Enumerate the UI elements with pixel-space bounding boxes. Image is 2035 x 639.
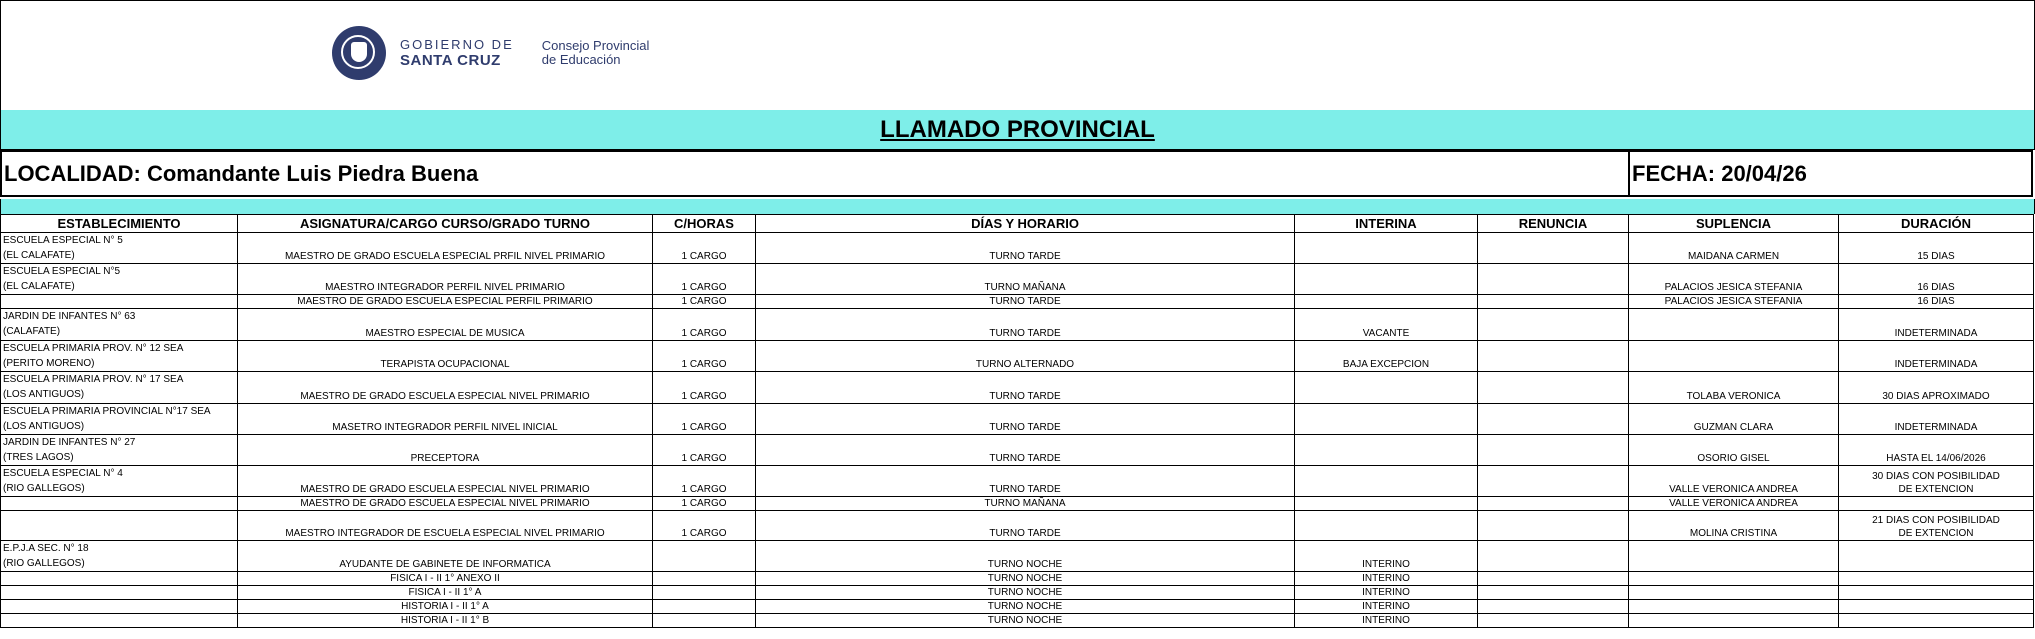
- establecimiento-line: ESCUELA PRIMARIA PROV. N° 17 SEA: [3, 374, 184, 385]
- cell-asignatura: PRECEPTORA: [238, 435, 653, 466]
- establecimiento-line: (PERITO MORENO): [3, 358, 95, 369]
- cell-duracion: [1839, 233, 2034, 264]
- cell-renuncia: [1478, 614, 1629, 628]
- cell-asignatura: MAESTRO INTEGRADOR DE ESCUELA ESPECIAL NIVEL PRIMARIO: [238, 511, 653, 541]
- cell-duracion: [1839, 341, 2034, 372]
- cell-horas: 1 CARGO: [653, 511, 756, 541]
- establecimiento-line: (RIO GALLEGOS): [3, 558, 85, 569]
- title-band: [0, 110, 2035, 150]
- cell-suplencia: [1629, 614, 1839, 628]
- cell-duracion: [1839, 572, 2034, 586]
- table-row: [1, 600, 2034, 614]
- cell-horario: TURNO NOCHE: [756, 586, 1295, 600]
- cell-asignatura: FISICA I - II 1° A: [238, 586, 653, 600]
- cell-suplencia: TOLABA VERONICA: [1629, 372, 1839, 404]
- cell-renuncia: [1478, 497, 1629, 511]
- establecimiento-line: ESCUELA PRIMARIA PROV. N° 12 SEA: [3, 343, 184, 354]
- cell-horas: 1 CARGO: [653, 295, 756, 309]
- cell-interina: BAJA EXCEPCION: [1295, 341, 1478, 372]
- cell-horario: TURNO TARDE: [756, 466, 1295, 497]
- establecimiento-line: E.P.J.A SEC. N° 18: [3, 543, 89, 554]
- table-row: [1, 404, 2034, 435]
- duracion-line: 15 DIAS: [1917, 251, 1955, 262]
- page-title: LLAMADO PROVINCIAL: [880, 115, 1155, 143]
- cell-duracion: [1839, 309, 2034, 341]
- cell-interina: INTERINO: [1295, 600, 1478, 614]
- cell-suplencia: [1629, 572, 1839, 586]
- cell-interina: [1295, 404, 1478, 435]
- cell-horario: TURNO TARDE: [756, 233, 1295, 264]
- table-row: [1, 586, 2034, 600]
- cell-horas: 1 CARGO: [653, 309, 756, 341]
- cell-suplencia: [1629, 586, 1839, 600]
- cell-interina: INTERINO: [1295, 614, 1478, 628]
- col-interina: INTERINA: [1295, 215, 1478, 233]
- cell-horas: 1 CARGO: [653, 264, 756, 295]
- cell-establecimiento: [1, 341, 238, 372]
- cell-duracion: [1839, 614, 2034, 628]
- cell-interina: [1295, 435, 1478, 466]
- cell-renuncia: [1478, 264, 1629, 295]
- cell-horas: [653, 586, 756, 600]
- letterhead: [0, 0, 2035, 112]
- cell-establecimiento: [1, 614, 238, 628]
- cell-horario: TURNO TARDE: [756, 295, 1295, 309]
- cell-duracion: [1839, 264, 2034, 295]
- cell-interina: [1295, 497, 1478, 511]
- positions-table: [0, 214, 2034, 628]
- establecimiento-line: (TRES LAGOS): [3, 452, 74, 463]
- duracion-line: INDETERMINADA: [1894, 328, 1978, 339]
- cell-horario: TURNO TARDE: [756, 404, 1295, 435]
- col-horas: C/HORAS: [653, 215, 756, 233]
- col-duracion: DURACIÓN: [1839, 215, 2034, 233]
- cell-duracion: [1839, 372, 2034, 404]
- cell-interina: [1295, 233, 1478, 264]
- cell-duracion: [1839, 497, 2034, 511]
- table-row: [1, 435, 2034, 466]
- table-row: [1, 541, 2034, 572]
- duracion-line: 16 DIAS: [1917, 296, 1955, 307]
- cell-suplencia: [1629, 309, 1839, 341]
- cell-duracion: [1839, 295, 2034, 309]
- cell-asignatura: HISTORIA I - II 1° A: [238, 600, 653, 614]
- cell-suplencia: OSORIO GISEL: [1629, 435, 1839, 466]
- duracion-line: INDETERMINADA: [1894, 359, 1978, 370]
- table-row: [1, 233, 2034, 264]
- establecimiento-line: ESCUELA PRIMARIA PROVINCIAL N°17 SEA: [3, 406, 211, 417]
- col-asignatura: ASIGNATURA/CARGO CURSO/GRADO TURNO: [238, 215, 653, 233]
- col-suplencia: SUPLENCIA: [1629, 215, 1839, 233]
- cell-establecimiento: [1, 511, 238, 541]
- cell-interina: [1295, 295, 1478, 309]
- table-row: [1, 511, 2034, 541]
- cell-duracion: [1839, 511, 2034, 541]
- cell-suplencia: PALACIOS JESICA STEFANIA: [1629, 264, 1839, 295]
- cell-asignatura: TERAPISTA OCUPACIONAL: [238, 341, 653, 372]
- cell-asignatura: AYUDANTE DE GABINETE DE INFORMATICA: [238, 541, 653, 572]
- establecimiento-line: JARDIN DE INFANTES N° 63: [3, 311, 136, 322]
- duracion-line: 21 DIAS CON POSIBILIDAD: [1872, 515, 2000, 526]
- cell-renuncia: [1478, 586, 1629, 600]
- cell-establecimiento: [1, 264, 238, 295]
- cell-establecimiento: [1, 295, 238, 309]
- table-row: [1, 466, 2034, 497]
- cell-renuncia: [1478, 341, 1629, 372]
- cell-interina: INTERINO: [1295, 541, 1478, 572]
- cell-renuncia: [1478, 466, 1629, 497]
- duracion-line: DE EXTENCION: [1898, 528, 1974, 539]
- cell-establecimiento: [1, 586, 238, 600]
- cell-asignatura: MAESTRO DE GRADO ESCUELA ESPECIAL PERFIL PRIMARIO: [238, 295, 653, 309]
- establecimiento-line: (EL CALAFATE): [3, 281, 75, 292]
- cell-suplencia: PALACIOS JESICA STEFANIA: [1629, 295, 1839, 309]
- cell-asignatura: MAESTRO DE GRADO ESCUELA ESPECIAL NIVEL PRIMARIO: [238, 466, 653, 497]
- cell-establecimiento: [1, 404, 238, 435]
- cell-horario: TURNO TARDE: [756, 309, 1295, 341]
- cell-interina: INTERINO: [1295, 572, 1478, 586]
- establecimiento-line: (CALAFATE): [3, 326, 61, 337]
- cell-renuncia: [1478, 600, 1629, 614]
- establecimiento-line: ESCUELA ESPECIAL N° 4: [3, 468, 123, 479]
- cell-establecimiento: [1, 466, 238, 497]
- establecimiento-line: (EL CALAFATE): [3, 250, 75, 261]
- cell-interina: VACANTE: [1295, 309, 1478, 341]
- duracion-line: HASTA EL 14/06/2026: [1886, 453, 1986, 464]
- cell-interina: [1295, 466, 1478, 497]
- cell-suplencia: [1629, 600, 1839, 614]
- cell-horas: 1 CARGO: [653, 372, 756, 404]
- duracion-line: DE EXTENCION: [1898, 484, 1974, 495]
- cell-horario: TURNO MAÑANA: [756, 497, 1295, 511]
- cell-horario: TURNO TARDE: [756, 372, 1295, 404]
- cell-horario: TURNO NOCHE: [756, 600, 1295, 614]
- provincial-seal-icon: [332, 26, 386, 80]
- establecimiento-line: ESCUELA ESPECIAL N° 5: [3, 235, 123, 246]
- cell-asignatura: MAESTRO INTEGRADOR PERFIL NIVEL PRIMARIO: [238, 264, 653, 295]
- cell-suplencia: [1629, 341, 1839, 372]
- cell-duracion: [1839, 541, 2034, 572]
- table-row: [1, 341, 2034, 372]
- location-date-row: [0, 150, 2033, 197]
- cell-establecimiento: [1, 600, 238, 614]
- cell-horario: TURNO TARDE: [756, 435, 1295, 466]
- cell-renuncia: [1478, 572, 1629, 586]
- cell-horas: 1 CARGO: [653, 435, 756, 466]
- gobierno-line1: GOBIERNO DE: [400, 37, 514, 52]
- cell-renuncia: [1478, 309, 1629, 341]
- cell-interina: [1295, 372, 1478, 404]
- cell-horas: [653, 614, 756, 628]
- government-logo: [332, 23, 649, 83]
- cell-establecimiento: [1, 572, 238, 586]
- cell-establecimiento: [1, 233, 238, 264]
- cell-asignatura: MAESTRO ESPECIAL DE MUSICA: [238, 309, 653, 341]
- col-renuncia: RENUNCIA: [1478, 215, 1629, 233]
- table-row: [1, 614, 2034, 628]
- cell-horas: 1 CARGO: [653, 497, 756, 511]
- cell-horario: TURNO NOCHE: [756, 541, 1295, 572]
- consejo-provincial: [542, 39, 650, 66]
- cell-horario: TURNO NOCHE: [756, 572, 1295, 586]
- separator-strip: [0, 199, 2035, 214]
- establecimiento-line: ESCUELA ESPECIAL N°5: [3, 266, 121, 277]
- cell-establecimiento: [1, 435, 238, 466]
- cell-establecimiento: [1, 372, 238, 404]
- cell-horas: 1 CARGO: [653, 466, 756, 497]
- establecimiento-line: (LOS ANTIGUOS): [3, 389, 85, 400]
- table-row: [1, 264, 2034, 295]
- cell-suplencia: MOLINA CRISTINA: [1629, 511, 1839, 541]
- cell-horas: [653, 541, 756, 572]
- cell-horario: TURNO MAÑANA: [756, 264, 1295, 295]
- table-row: [1, 295, 2034, 309]
- gobierno-santa-cruz: [400, 38, 514, 68]
- cell-horas: [653, 572, 756, 586]
- cell-suplencia: [1629, 541, 1839, 572]
- consejo-line1: Consejo Provincial: [541, 38, 650, 54]
- cell-renuncia: [1478, 295, 1629, 309]
- cell-duracion: [1839, 435, 2034, 466]
- cell-establecimiento: [1, 541, 238, 572]
- establecimiento-line: (RIO GALLEGOS): [3, 483, 85, 494]
- cell-renuncia: [1478, 435, 1629, 466]
- duracion-line: INDETERMINADA: [1894, 422, 1978, 433]
- cell-suplencia: VALLE VERONICA ANDREA: [1629, 497, 1839, 511]
- duracion-line: 16 DIAS: [1917, 282, 1955, 293]
- col-horario: DÍAS Y HORARIO: [756, 215, 1295, 233]
- cell-horas: 1 CARGO: [653, 341, 756, 372]
- cell-asignatura: MAESTRO DE GRADO ESCUELA ESPECIAL NIVEL PRIMARIO: [238, 497, 653, 511]
- cell-asignatura: MASETRO INTEGRADOR PERFIL NIVEL INICIAL: [238, 404, 653, 435]
- gobierno-line2: SANTA CRUZ: [400, 52, 501, 69]
- cell-suplencia: GUZMAN CLARA: [1629, 404, 1839, 435]
- cell-horario: TURNO ALTERNADO: [756, 341, 1295, 372]
- establecimiento-line: (LOS ANTIGUOS): [3, 421, 85, 432]
- cell-interina: [1295, 264, 1478, 295]
- table-row: [1, 572, 2034, 586]
- cell-duracion: [1839, 586, 2034, 600]
- establecimiento-line: JARDIN DE INFANTES N° 27: [3, 437, 136, 448]
- cell-duracion: [1839, 404, 2034, 435]
- cell-suplencia: MAIDANA CARMEN: [1629, 233, 1839, 264]
- cell-asignatura: FISICA I - II 1° ANEXO II: [238, 572, 653, 586]
- cell-interina: INTERINO: [1295, 586, 1478, 600]
- duracion-line: 30 DIAS CON POSIBILIDAD: [1872, 471, 2000, 482]
- cell-establecimiento: [1, 497, 238, 511]
- table-row: [1, 372, 2034, 404]
- cell-horas: [653, 600, 756, 614]
- cell-interina: [1295, 511, 1478, 541]
- cell-horario: TURNO TARDE: [756, 511, 1295, 541]
- table-row: [1, 309, 2034, 341]
- fecha: FECHA: 20/04/26: [1632, 160, 1807, 186]
- table-row: [1, 497, 2034, 511]
- cell-renuncia: [1478, 511, 1629, 541]
- duracion-line: 30 DIAS APROXIMADO: [1882, 391, 1990, 402]
- cell-renuncia: [1478, 372, 1629, 404]
- cell-duracion: [1839, 466, 2034, 497]
- cell-establecimiento: [1, 309, 238, 341]
- cell-suplencia: VALLE VERONICA ANDREA: [1629, 466, 1839, 497]
- cell-asignatura: MAESTRO DE GRADO ESCUELA ESPECIAL PRFIL NIVEL PRIMARIO: [238, 233, 653, 264]
- table-header-row: [1, 215, 2034, 233]
- cell-horas: 1 CARGO: [653, 233, 756, 264]
- cell-horario: TURNO NOCHE: [756, 614, 1295, 628]
- cell-asignatura: MAESTRO DE GRADO ESCUELA ESPECIAL NIVEL PRIMARIO: [238, 372, 653, 404]
- cell-renuncia: [1478, 541, 1629, 572]
- localidad: LOCALIDAD: Comandante Luis Piedra Buena: [2, 152, 1630, 195]
- consejo-line2: de Educación: [541, 52, 621, 67]
- cell-renuncia: [1478, 233, 1629, 264]
- cell-renuncia: [1478, 404, 1629, 435]
- cell-duracion: [1839, 600, 2034, 614]
- col-establecimiento: ESTABLECIMIENTO: [1, 215, 238, 233]
- cell-asignatura: HISTORIA I - II 1° B: [238, 614, 653, 628]
- cell-horas: 1 CARGO: [653, 404, 756, 435]
